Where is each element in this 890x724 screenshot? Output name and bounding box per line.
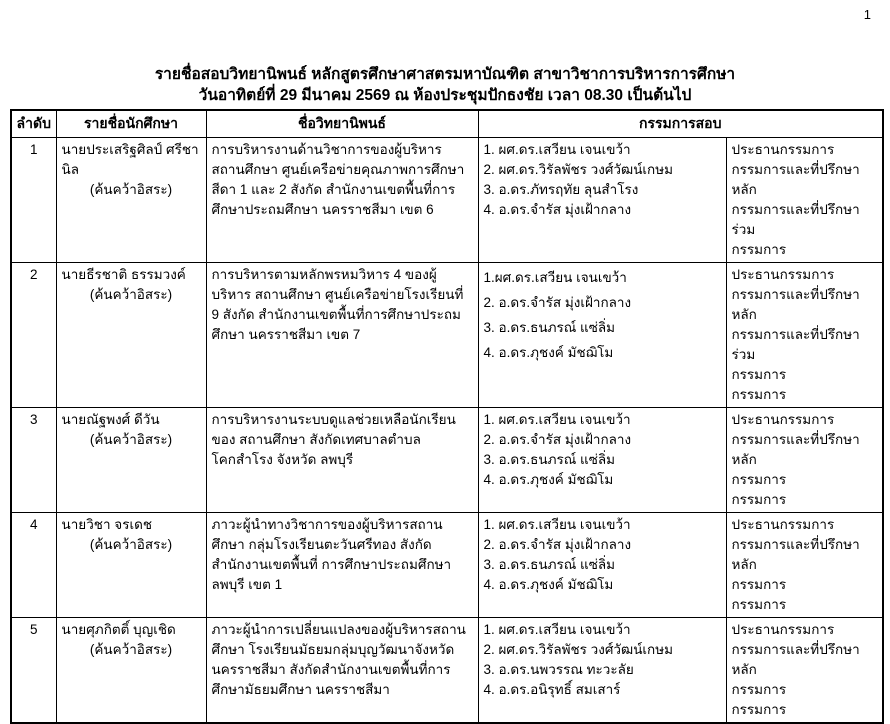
committee-member-name: 1. ผศ.ดร.เสวียน เจนเขว้า xyxy=(483,142,631,157)
committee-roles-cell xyxy=(726,513,883,618)
row-number-cell: 5 xyxy=(11,618,56,724)
student-name: นายธีรชาติ ธรรมวงค์ xyxy=(61,267,186,282)
student-cell xyxy=(56,513,206,618)
committee-member-name: 3. อ.ดร.นพวรรณ ทะวะลัย xyxy=(483,662,634,677)
committee-role: กรรมการและที่ปรึกษาร่วม xyxy=(731,202,860,237)
committee-member-name: 1. ผศ.ดร.เสวียน เจนเขว้า xyxy=(483,622,631,637)
exam-schedule-table xyxy=(10,109,884,724)
committee-role: กรรมการ xyxy=(731,682,787,697)
student-cell xyxy=(56,263,206,408)
committee-member-name: 3. อ.ดร.ธนภรณ์ แซ่ลิ่ม xyxy=(483,320,616,335)
table-row xyxy=(11,513,883,618)
committee-member-name: 4. อ.ดร.ภุชงค์ มัชฌิโม xyxy=(483,472,614,487)
committee-roles-cell xyxy=(726,408,883,513)
student-name: นายประเสริฐศิลป์ ศรีชานิล xyxy=(61,142,199,177)
committee-member-name: 4. อ.ดร.จำรัส มุ่งเฝ้ากลาง xyxy=(483,202,632,217)
committee-member-name: 4. อ.ดร.อนิรุทธิ์ สมเสาร์ xyxy=(483,682,621,697)
committee-role: กรรมการและที่ปรึกษาหลัก xyxy=(731,537,860,572)
committee-member-name: 2. ผศ.ดร.วิรัลพัชร วงศ์วัฒน์เกษม xyxy=(483,162,674,177)
committee-roles-cell xyxy=(726,263,883,408)
student-study-type: (ค้นคว้าอิสระ) xyxy=(89,432,173,447)
committee-role: ประธานกรรมการ xyxy=(731,622,835,637)
thesis-title-cell: การบริหารตามหลักพรหมวิหาร 4 ของผู้บริหาร สถานศึกษา ศูนย์เครือข่ายโรงเรียนที่ 9 สังกัด สำนักงานเขตพื้นที่การศึกษาประถมศึกษา นครราชสีมา เขต 7 xyxy=(206,263,478,408)
column-header-no: ลำดับ xyxy=(11,110,56,138)
table-row xyxy=(11,408,883,513)
page-number: 1 xyxy=(863,7,871,22)
committee-role: กรรมการ xyxy=(731,367,787,382)
row-number-cell: 1 xyxy=(11,138,56,263)
title-line-1: รายชื่อสอบวิทยานิพนธ์ หลักสูตรศึกษาศาสตรมหาบัณฑิต สาขาวิชาการบริหารการศึกษา xyxy=(154,66,736,83)
committee-role: ประธานกรรมการ xyxy=(731,267,835,282)
table-row xyxy=(11,263,883,408)
committee-role: ประธานกรรมการ xyxy=(731,517,835,532)
student-name: นายศุภกิตติ์ บุญเชิด xyxy=(61,622,176,637)
document-title xyxy=(0,0,890,106)
student-study-type: (ค้นคว้าอิสระ) xyxy=(89,642,173,657)
committee-member-name: 2. อ.ดร.จำรัส มุ่งเฝ้ากลาง xyxy=(483,295,632,310)
student-cell xyxy=(56,408,206,513)
table-row xyxy=(11,138,883,263)
exam-table-body xyxy=(11,138,883,724)
committee-member-name: 3. อ.ดร.ภัทรฤทัย ลุนสำโรง xyxy=(483,182,639,197)
thesis-title-cell: ภาวะผู้นำการเปลี่ยนแปลงของผู้บริหารสถานศึกษา โรงเรียนมัธยมกลุ่มบุญวัฒนาจังหวัดนครราชสีมา สังกัดสำนักงานเขตพื้นที่การศึกษามัธยมศึกษา นครราชสีมา xyxy=(206,618,478,724)
committee-member-name: 4. อ.ดร.ภุชงค์ มัชฌิโม xyxy=(483,577,614,592)
committee-names-cell xyxy=(478,513,726,618)
committee-role: กรรมการและที่ปรึกษาร่วม xyxy=(731,327,860,362)
committee-member-name: 2. อ.ดร.จำรัส มุ่งเฝ้ากลาง xyxy=(483,432,632,447)
committee-role: กรรมการ xyxy=(731,492,787,507)
committee-role: กรรมการ xyxy=(731,702,787,717)
row-number-cell: 4 xyxy=(11,513,56,618)
table-header xyxy=(11,110,883,138)
committee-role: กรรมการและที่ปรึกษาหลัก xyxy=(731,642,860,677)
committee-roles-cell xyxy=(726,138,883,263)
table-row xyxy=(11,618,883,724)
thesis-title-cell: การบริหารงานระบบดูแลช่วยเหลือนักเรียนของ สถานศึกษา สังกัดเทศบาลตำบลโคกสำโรง จังหวัด ลพบุรี xyxy=(206,408,478,513)
committee-role: กรรมการและที่ปรึกษาหลัก xyxy=(731,432,860,467)
committee-role: กรรมการ xyxy=(731,597,787,612)
committee-names-cell xyxy=(478,618,726,724)
committee-roles-cell xyxy=(726,618,883,724)
committee-member-name: 1. ผศ.ดร.เสวียน เจนเขว้า xyxy=(483,517,631,532)
committee-role: กรรมการ xyxy=(731,242,787,257)
committee-role: กรรมการ xyxy=(731,577,787,592)
student-study-type: (ค้นคว้าอิสระ) xyxy=(89,287,173,302)
committee-role: กรรมการและที่ปรึกษาหลัก xyxy=(731,287,860,322)
student-name: นายวิชา จรเดช xyxy=(61,517,152,532)
column-header-student: รายชื่อนักศึกษา xyxy=(56,110,206,138)
committee-member-name: 2. ผศ.ดร.วิรัลพัชร วงศ์วัฒน์เกษม xyxy=(483,642,674,657)
title-line-2: วันอาทิตย์ที่ 29 มีนาคม 2569 ณ ห้องประชุมปักธงชัย เวลา 08.30 เป็นต้นไป xyxy=(198,87,692,104)
committee-names-cell xyxy=(478,138,726,263)
committee-member-name: 3. อ.ดร.ธนภรณ์ แซ่ลิ่ม xyxy=(483,452,616,467)
student-name: นายณัฐพงศ์ ดีวัน xyxy=(61,412,160,427)
student-cell xyxy=(56,618,206,724)
student-cell xyxy=(56,138,206,263)
committee-member-name: 1. ผศ.ดร.เสวียน เจนเขว้า xyxy=(483,412,631,427)
committee-member-name: 1.ผศ.ดร.เสวียน เจนเขว้า xyxy=(483,270,627,285)
student-study-type: (ค้นคว้าอิสระ) xyxy=(89,537,173,552)
student-study-type: (ค้นคว้าอิสระ) xyxy=(89,182,173,197)
thesis-title-cell: การบริหารงานด้านวิชาการของผู้บริหารสถานศึกษา ศูนย์เครือข่ายคุณภาพการศึกษาสีดา 1 และ 2 สังกัด สำนักงานเขตพื้นที่การศึกษาประถมศึกษา นครราชสีมา เขต 6 xyxy=(206,138,478,263)
committee-member-name: 4. อ.ดร.ภุชงค์ มัชฌิโม xyxy=(483,345,614,360)
committee-names-cell xyxy=(478,263,726,408)
committee-names-cell xyxy=(478,408,726,513)
row-number-cell: 2 xyxy=(11,263,56,408)
column-header-thesis: ชื่อวิทยานิพนธ์ xyxy=(206,110,478,138)
row-number-cell: 3 xyxy=(11,408,56,513)
committee-role: กรรมการ xyxy=(731,472,787,487)
committee-role: ประธานกรรมการ xyxy=(731,412,835,427)
column-header-committee: กรรมการสอบ xyxy=(478,110,883,138)
thesis-title-cell: ภาวะผู้นำทางวิชาการของผู้บริหารสถานศึกษา กลุ่มโรงเรียนตะวันศรีทอง สังกัดสำนักงานเขตพื้นที่ การศึกษาประถมศึกษาลพบุรี เขต 1 xyxy=(206,513,478,618)
committee-role: ประธานกรรมการ xyxy=(731,142,835,157)
committee-member-name: 2. อ.ดร.จำรัส มุ่งเฝ้ากลาง xyxy=(483,537,632,552)
committee-role: กรรมการและที่ปรึกษาหลัก xyxy=(731,162,860,197)
committee-role: กรรมการ xyxy=(731,387,787,402)
committee-member-name: 3. อ.ดร.ธนภรณ์ แซ่ลิ่ม xyxy=(483,557,616,572)
